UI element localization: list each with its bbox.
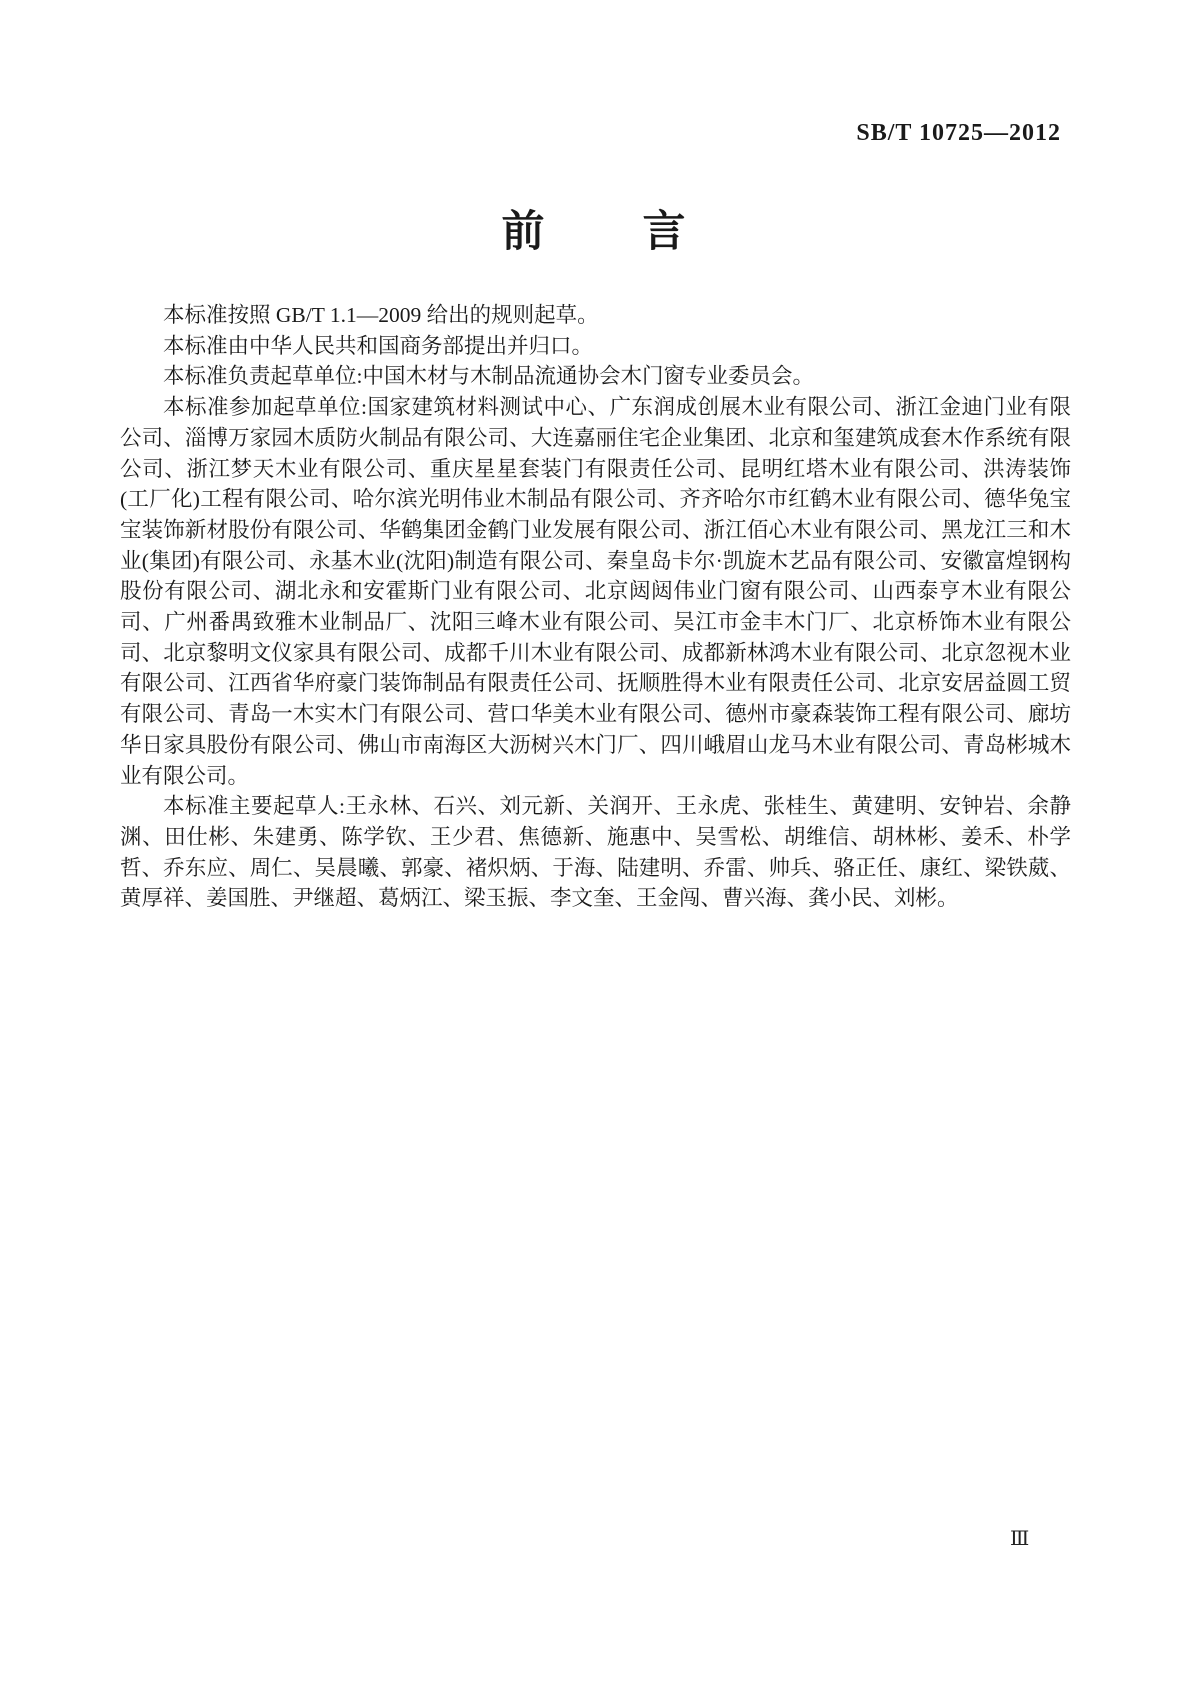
foreword-paragraph-rules: 本标准按照 GB/T 1.1—2009 给出的规则起草。: [163, 303, 599, 327]
foreword-body: [120, 300, 1071, 914]
foreword-paragraph-lead-drafting-unit: 本标准负责起草单位:中国木材与木制品流通协会木门窗专业委员会。: [163, 364, 814, 389]
page-number: Ⅲ: [1010, 1528, 1030, 1550]
foreword-paragraph-participating-units: 本标准参加起草单位:国家建筑材料测试中心、广东润成创展木业有限公司、浙江金迪门业有限公司、淄博万家园木质防火制品有限公司、大连嘉丽住宅企业集团、北京和玺建筑成套木作系统有限公司、浙江梦天木业有限公司、重庆星星套装门有限责任公司、昆明红塔木业有限公司、洪涛装饰(工厂化)工程有限公司、哈尔滨光明伟业木制品有限公司、齐齐哈尔市红鹤木业有限公司、德华兔宝宝装饰新材股份有限公司、华鹤集团金鹤门业发展有限公司、浙江佰心木业有限公司、黑龙江三和木业(集团)有限公司、永基木业(沈阳)制造有限公司、秦皇岛卡尔·凯旋木艺品有限公司、安徽富煌钢构股份有限公司、湖北永和安霍斯门业有限公司、北京闼闼伟业门窗有限公司、山西泰亨木业有限公司、广州番禺致雅木业制品厂、沈阳三峰木业有限公司、吴江市金丰木门厂、北京桥饰木业有限公司、北京黎明文仪家具有限公司、成都千川木业有限公司、成都新林鸿木业有限公司、北京忽视木业有限公司、江西省华府豪门装饰制品有限责任公司、抚顺胜得木业有限责任公司、北京安居益圆工贸有限公司、青岛一木实木门有限公司、营口华美木业有限公司、德州市豪森装饰工程有限公司、廊坊华日家具股份有限公司、佛山市南海区大沥树兴木门厂、四川峨眉山龙马木业有限公司、青岛彬城木业有限公司。: [120, 395, 1071, 788]
standard-number: SB/T 10725—2012: [856, 120, 1061, 146]
page-title: 前 言: [501, 208, 690, 256]
foreword-paragraph-issuer: 本标准由中华人民共和国商务部提出并归口。: [163, 333, 594, 358]
foreword-paragraph-main-drafters: 本标准主要起草人:王永林、石兴、刘元新、关润开、王永虎、张桂生、黄建明、安钟岩、余静渊、田仕彬、朱建勇、陈学钦、王少君、焦德新、施惠中、吴雪松、胡维信、胡林彬、姜禾、朴学哲、乔东应、周仁、吴晨曦、郭豪、褚炽炳、于海、陆建明、乔雷、帅兵、骆正任、康红、梁铁葳、黄厚祥、姜国胜、尹继超、葛炳江、梁玉振、李文奎、王金闯、曹兴海、龚小民、刘彬。: [120, 794, 1071, 911]
